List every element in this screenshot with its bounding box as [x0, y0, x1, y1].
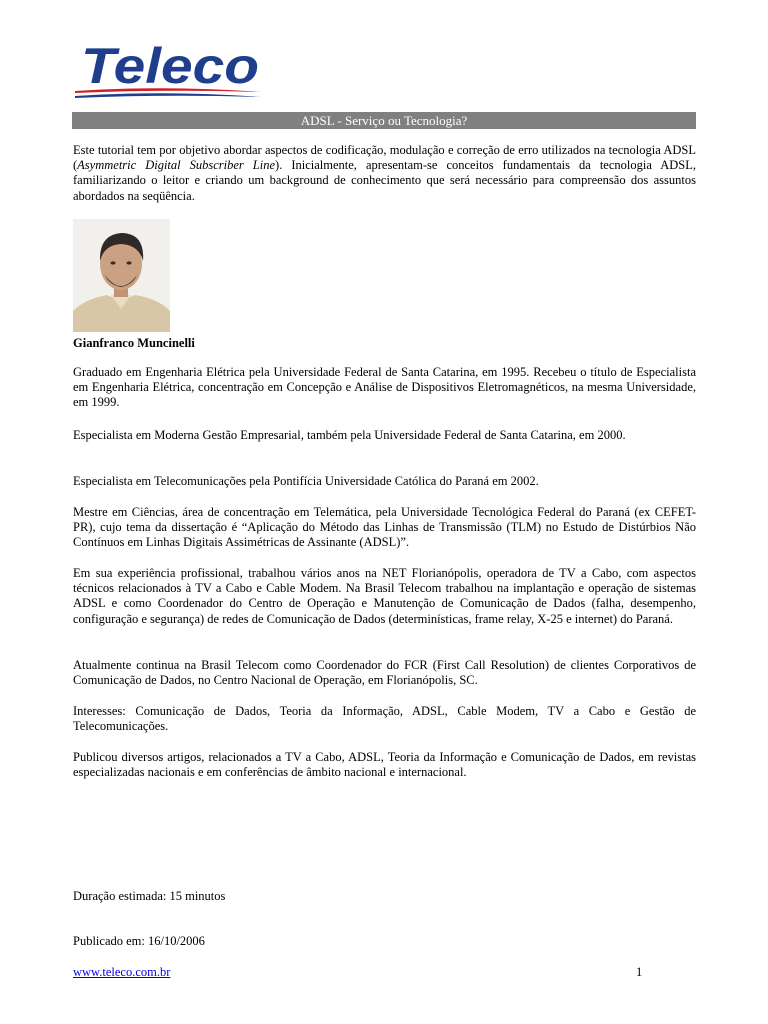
bio-paragraph: Atualmente continua na Brasil Telecom como Coordenador do FCR (First Call Resolution) de clientes Corporativos de Comunicação de Dados, no Centro Nacional de Operação, em Florianópolis, SC.	[73, 658, 696, 688]
document-title: ADSL - Serviço ou Tecnologia?	[72, 112, 696, 129]
logo-text: Teleco	[81, 38, 259, 94]
teleco-website-link[interactable]: www.teleco.com.br	[73, 965, 171, 979]
bio-paragraph: Especialista em Telecomunicações pela Pontifícia Universidade Católica do Paraná em 2002.	[73, 474, 539, 488]
author-photo	[73, 219, 170, 332]
intro-text-2: ). Inicialmente, apresentam-se conceitos fundamentais da tecnologia ADSL, familiarizando o leitor e criando um background de conhecimento que será necessário para compreensão dos assuntos abordados na seqüência.	[73, 158, 696, 203]
bio-paragraph: Especialista em Moderna Gestão Empresarial, também pela Universidade Federal de Santa Catarina, em 2000.	[73, 428, 626, 442]
bio-paragraph: Graduado em Engenharia Elétrica pela Universidade Federal de Santa Catarina, em 1995. Recebeu o título de Especialista em Engenharia Elétrica, concentração em Concepção e Análise de Dispositivos Eletromagnéticos, na mesma Universidade, em 1999.	[73, 365, 696, 410]
page-number: 1	[636, 965, 643, 979]
intro-paragraph	[73, 143, 696, 204]
intro-text-italic: Asymmetric Digital Subscriber Line	[77, 158, 276, 173]
teleco-logo	[73, 38, 273, 100]
estimated-duration: Duração estimada: 15 minutos	[73, 889, 226, 903]
bio-paragraph: Em sua experiência profissional, trabalhou vários anos na NET Florianópolis, operadora de TV a Cabo, com aspectos técnicos relacionados à TV a Cabo e Cable Modem. Na Brasil Telecom trabalhou na implantação e operação de sistemas ADSL e como Coordenador do Centro de Operação e Manutenção de Comunicação de Dados (falha, desempenho, configuração e segurança) de redes de Comunicação de Dados (determinísticas, frame relay, X-25 e internet) do Paraná.	[73, 566, 696, 626]
author-name: Gianfranco Muncinelli	[73, 336, 195, 350]
intro-text-1: Este tutorial tem por objetivo abordar aspectos de codificação, modulação e correção de erro utilizados na tecnologia ADSL (	[73, 143, 696, 173]
bio-paragraph: Interesses: Comunicação de Dados, Teoria da Informação, ADSL, Cable Modem, TV a Cabo e Gestão de Telecomunicações.	[73, 704, 696, 734]
publication-date: Publicado em: 16/10/2006	[73, 934, 205, 948]
bio-paragraph: Mestre em Ciências, área de concentração em Telemática, pela Universidade Tecnológica Federal do Paraná (ex CEFET-PR), cujo tema da dissertação é “Aplicação do Método das Linhas de Transmissão (TLM) no Estudo de Distúrbios Não Contínuos em Linhas Digitais Assimétricas de Assinante (ADSL)”.	[73, 505, 696, 550]
bio-paragraph: Publicou diversos artigos, relacionados a TV a Cabo, ADSL, Teoria da Informação e Comunicação de Dados, em revistas especializadas nacionais e em conferências de âmbito nacional e internacional.	[73, 750, 696, 780]
